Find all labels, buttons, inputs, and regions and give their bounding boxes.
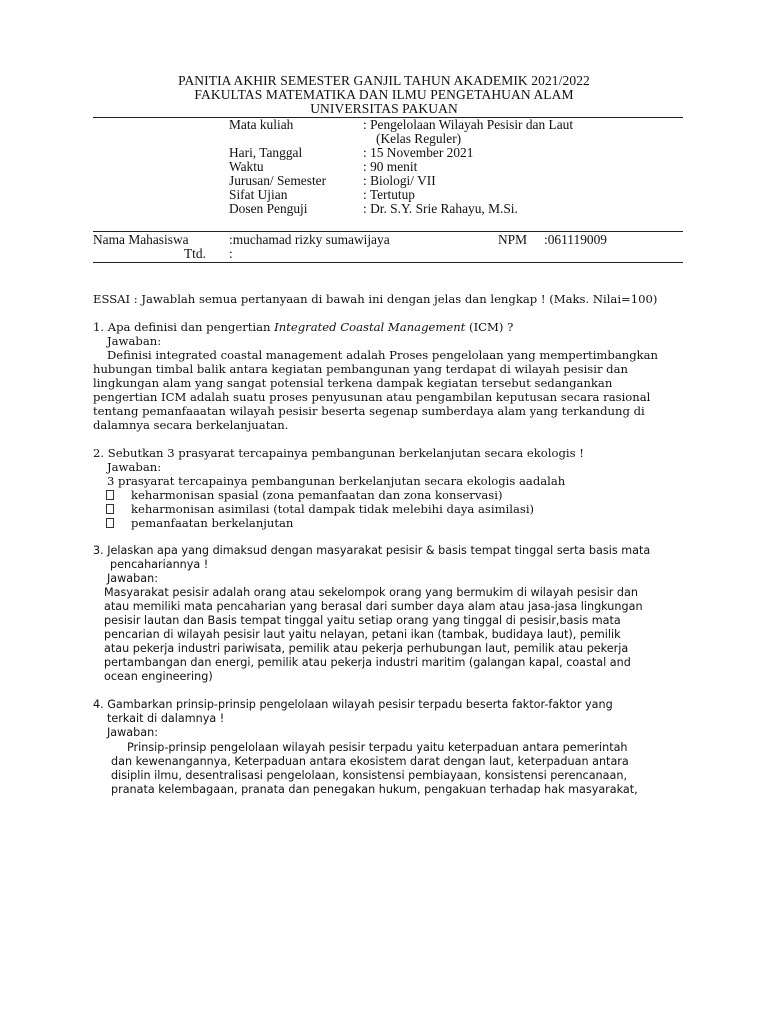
mata-kuliah-value: : Pengelolaan Wilayah Pesisir dan Laut (363, 117, 574, 132)
answer-1-line: dalamnya secara berkelanjuatan. (93, 418, 289, 432)
answer-3-label: Jawaban: (107, 572, 158, 585)
nama-value: :muchamad rizky sumawijaya (229, 232, 390, 247)
header-committee: PANITIA AKHIR SEMESTER GANJIL TAHUN AKADEMIK 2021/2022 (178, 73, 590, 88)
question-3-line: 3. Jelaskan apa yang dimaksud dengan masyarakat pesisir & basis tempat tinggal serta basis mata (93, 544, 651, 557)
answer-4-line: disiplin ilmu, desentralisasi pengelolaan, konsistensi pembiayaan, konsistensi perencanaan, (111, 769, 628, 782)
hari-value: : 15 November 2021 (363, 145, 474, 160)
answer-1-line: tentang pemanfaaatan wilayah pesisir beserta segenap sumberdaya alam yang terkandung di (93, 404, 645, 418)
answer-3-line: pencarian di wilayah pesisir laut yaitu nelayan, petani ikan (tambak, budidaya laut), pemilik (104, 628, 621, 641)
jurusan-value: : Biologi/ VII (363, 173, 436, 188)
waktu-value: : 90 menit (363, 159, 418, 174)
sifat-label: Sifat Ujian (229, 187, 288, 202)
dosen-value: : Dr. S.Y. Srie Rahayu, M.Si. (363, 201, 518, 216)
answer-3-line: pertambangan dan energi, pemilik atau pekerja industri maritim (galangan kapal, coastal and (104, 656, 631, 669)
answer-4-line: Prinsip-prinsip pengelolaan wilayah pesisir terpadu yaitu keterpaduan antara pemerintah (127, 741, 628, 754)
sifat-value: : Tertutup (363, 187, 415, 202)
question-1-term: Integrated Coastal Management (274, 320, 466, 334)
hari-label: Hari, Tanggal (229, 145, 303, 160)
question-4-line: terkait di dalamnya ! (107, 712, 225, 725)
jurusan-label: Jurusan/ Semester (229, 173, 327, 188)
answer-2-item: keharmonisan spasial (zona pemanfaatan dan zona konservasi) (131, 488, 503, 502)
answer-1-line: lingkungan alam yang sangat potensial terkena dampak kegiatan tersebut sedangankan (93, 376, 613, 390)
nama-label: Nama Mahasiswa (93, 232, 189, 247)
npm-label: NPM (498, 232, 528, 247)
answer-4-label: Jawaban: (107, 726, 158, 739)
question-1-suffix: (ICM) ? (465, 320, 514, 334)
ttd-label: Ttd. (184, 246, 206, 261)
bullet-box-icon (106, 518, 114, 528)
answer-1-line: Definisi integrated coastal management adalah Proses pengelolaan yang mempertimbangkan (107, 348, 659, 362)
question-1-prefix: 1. Apa definisi dan pengertian (93, 320, 275, 334)
bullet-box-icon (106, 504, 114, 514)
header-university: UNIVERSITAS PAKUAN (310, 101, 458, 116)
answer-1-line: pengertian ICM adalah suatu proses penyusunan atau pengambilan keputusan secara rasional (93, 390, 651, 404)
answer-3-line: pesisir lautan dan Basis tempat tinggal yaitu setiap orang yang tinggal di pesisir,basis mata (104, 614, 621, 627)
answer-4-line: dan kewenangannya, Keterpaduan antara ekosistem darat dengan laut, keterpaduan antara (111, 755, 629, 768)
answer-3-line: atau pekerja industri pariwisata, pemilik atau pekerja perhubungan laut, pemilik atau pekerja (104, 642, 629, 655)
answer-3-line: atau memiliki mata pencaharian yang berasal dari sumber daya alam atau jasa-jasa lingkungan (104, 600, 643, 613)
answer-1-line: hubungan timbal balik antara kegiatan pembangunan yang terdapat di wilayah pesisir dan (93, 362, 628, 376)
answer-2-item: keharmonisan asimilasi (total dampak tidak melebihi daya asimilasi) (131, 502, 535, 516)
header-faculty: FAKULTAS MATEMATIKA DAN ILMU PENGETAHUAN ALAM (194, 87, 574, 102)
npm-value: :061119009 (544, 232, 607, 247)
question-1 (93, 320, 513, 334)
essai-instruction: ESSAI : Jawablah semua pertanyaan di bawah ini dengan jelas dan lengkap ! (Maks. Nilai=100) (93, 292, 658, 306)
mata-kuliah-label: Mata kuliah (229, 117, 294, 132)
answer-4-line: pranata kelembagaan, pranata dan penegakan hukum, pengakuan terhadap hak masyarakat, (111, 783, 638, 796)
answer-3-line: ocean engineering) (104, 670, 213, 683)
answer-1-label: Jawaban: (107, 334, 162, 348)
waktu-label: Waktu (229, 159, 264, 174)
mata-kuliah-class: (Kelas Reguler) (376, 131, 462, 146)
question-3-line: pencahariannya ! (110, 558, 209, 571)
bullet-box-icon (106, 490, 114, 500)
answer-2-label: Jawaban: (107, 460, 162, 474)
question-2: 2. Sebutkan 3 prasyarat tercapainya pembangunan berkelanjutan secara ekologis ! (93, 446, 584, 460)
dosen-label: Dosen Penguji (229, 201, 308, 216)
question-4-line: 4. Gambarkan prinsip-prinsip pengelolaan wilayah pesisir terpadu beserta faktor-faktor yang (93, 698, 613, 711)
answer-2-intro: 3 prasyarat tercapainya pembangunan berkelanjutan secara ekologis aadalah (107, 474, 566, 488)
student-rule-bottom (93, 262, 683, 263)
answer-3-line: Masyarakat pesisir adalah orang atau sekelompok orang yang bermukim di wilayah pesisir dan (104, 586, 638, 599)
ttd-value: : (229, 246, 233, 261)
answer-2-item: pemanfaatan berkelanjutan (131, 516, 294, 530)
